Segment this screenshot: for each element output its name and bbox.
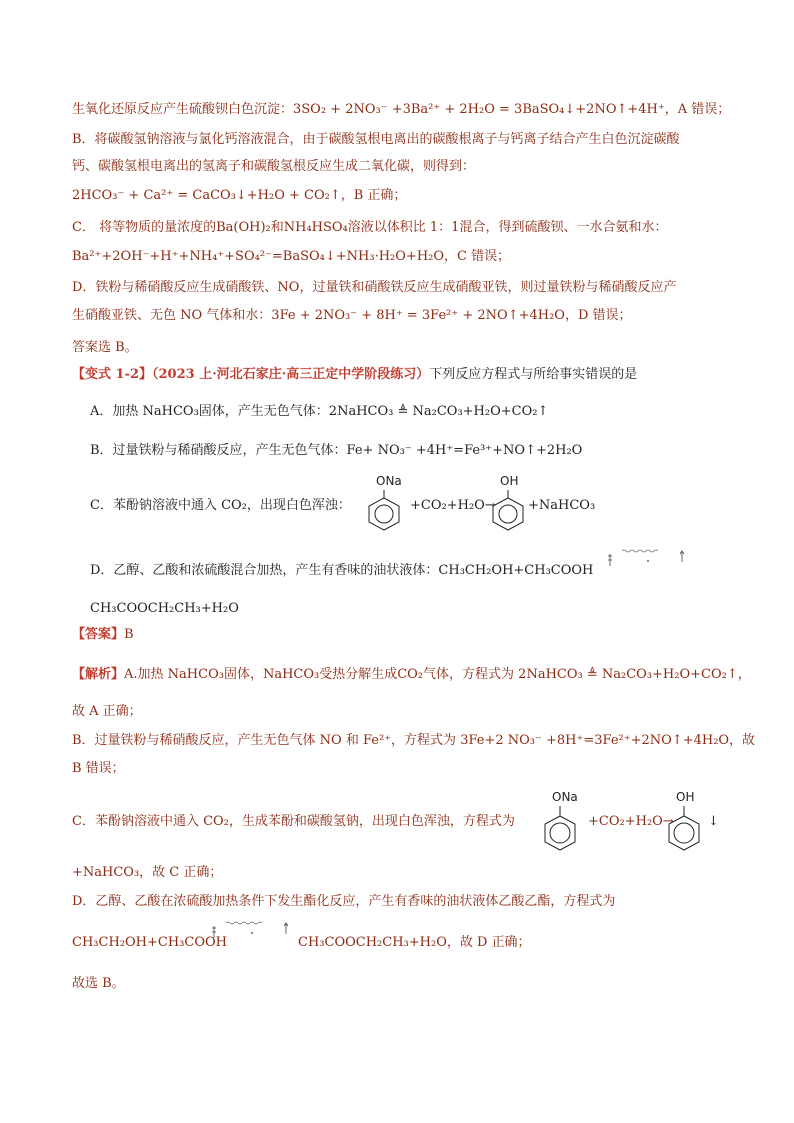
analysis-final: 故选 B。 — [72, 976, 125, 991]
prev-d-line2: 生硝酸亚铁、无色 NO 气体和水：3Fe + 2NO₃⁻ + 8H⁺ = 3Fe²⁺ + 2NO↑+4H₂O，D 错误； — [72, 308, 632, 323]
reversible-arrow-icon — [212, 920, 292, 944]
analysis-c-arrow: ↓ — [708, 814, 719, 829]
analysis-sodium-phenoxide-structure — [542, 790, 582, 854]
analysis-c-end: +NaHCO₃，故 C 正确； — [72, 865, 223, 880]
answer-line — [72, 626, 734, 644]
analysis-d-line: D．乙醇、乙酸在浓硫酸加热条件下发生酯化反应，产生有香味的油状液体乙酸乙酯，方程式为 — [72, 894, 616, 909]
analysis-d-eq-right: CH₃COOCH₂CH₃+H₂O，故 D 正确； — [298, 935, 531, 950]
prev-b-equation: 2HCO₃⁻ + Ca²⁺ = CaCO₃↓+H₂O + CO₂↑，B 正确； — [72, 188, 407, 203]
analysis-c-mid: +CO₂+H₂O→ — [588, 814, 674, 829]
analysis-phenol-structure — [666, 790, 706, 854]
answer-value: B — [124, 627, 134, 642]
analysis-oh-label: OH — [676, 790, 695, 804]
analysis-b-line: B．过量铁粉与稀硝酸反应，产生无色气体 NO 和 Fe²⁺，方程式为 3Fe+2 NO₃⁻ +8H⁺=3Fe²⁺+2NO↑+4H₂O，故 — [72, 733, 756, 748]
option-c-text: C．苯酚钠溶液中通入 CO₂，出现白色浑浊： — [90, 498, 351, 513]
prev-d-line1: D．铁粉与稀硝酸反应生成硝酸铁、NO，过量铁和硝酸铁反应生成硝酸亚铁，则过量铁粉与稀硝酸反应产 — [72, 280, 677, 295]
option-c-mid: +CO₂+H₂O→ — [410, 498, 496, 513]
reversible-arrow-icon — [608, 548, 688, 572]
answer-label: 【答案】 — [72, 627, 125, 642]
prev-c-line1: C． 将等物质的量浓度的Ba(OH)₂和NH₄HSO₄溶液以体积比 1：1混合，得到硫酸钡、一水合氨和水： — [72, 220, 668, 235]
analysis-a-end: 故 A 正确； — [72, 704, 142, 719]
prev-a-line: 生氧化还原反应产生硫酸钡白色沉淀：3SO₂ + 2NO₃⁻ +3Ba²⁺ + 2H₂O = 3BaSO₄↓+2NO↑+4H⁺，A 错误； — [72, 102, 731, 117]
prev-b-line2: 钙、碳酸氢根电离出的氢离子和碳酸氢根反应生成二氧化碳，则得到： — [72, 159, 476, 174]
analysis-ona-label: ONa — [552, 790, 578, 804]
question-tag: 【变式 1-2】 — [72, 367, 153, 382]
option-d-continuation: CH₃COOCH₂CH₃+H₂O — [90, 601, 239, 616]
question-header — [72, 366, 734, 384]
option-a: A．加热 NaHCO₃固体，产生无色气体：2NaHCO₃ ≜ Na₂CO₃+H₂O+CO₂↑ — [90, 404, 549, 419]
option-c-end: +NaHCO₃ — [528, 498, 596, 513]
sodium-phenoxide-structure — [366, 474, 406, 534]
analysis-b-end: B 错误； — [72, 761, 125, 776]
prev-answer: 答案选 B。 — [72, 340, 138, 355]
question-stem: 下列反应方程式与所给事实错误的是 — [429, 367, 638, 382]
reaction-condition-arrow — [608, 548, 688, 572]
prev-b-line1: B．将碳酸氢钠溶液与氯化钙溶液混合，由于碳酸氢根电离出的碳酸根离子与钙离子结合产生白色沉淀碳酸 — [72, 132, 680, 147]
analysis-reaction-condition-arrow — [212, 920, 292, 944]
oh-label: OH — [500, 474, 519, 488]
analysis-a-line — [72, 666, 751, 684]
analysis-a-text: A.加热 NaHCO₃固体，NaHCO₃受热分解生成CO₂气体，方程式为 2NaHCO₃ ≜ Na₂CO₃+H₂O+CO₂↑， — [124, 667, 751, 682]
analysis-label: 【解析】 — [72, 667, 125, 682]
question-source: （2023 上·河北石家庄·高三正定中学阶段练习） — [152, 367, 430, 382]
option-b: B．过量铁粉与稀硝酸反应，产生无色气体：Fe+ NO₃⁻ +4H⁺=Fe³⁺+NO↑+2H₂O — [90, 443, 583, 458]
ona-label: ONa — [376, 474, 402, 488]
analysis-c-text: C．苯酚钠溶液中通入 CO₂，生成苯酚和碳酸氢钠，出现白色浑浊，方程式为 — [72, 814, 515, 829]
phenol-structure — [490, 474, 530, 534]
option-d-text: D．乙醇、乙酸和浓硫酸混合加热，产生有香味的油状液体：CH₃CH₂OH+CH₃COOH — [90, 563, 594, 578]
prev-c-equation: Ba²⁺+2OH⁻+H⁺+NH₄⁺+SO₄²⁻=BaSO₄↓+NH₃·H₂O+H₂O，C 错误； — [72, 249, 511, 264]
analysis-d-eq-left: CH₃CH₂OH+CH₃COOH — [72, 935, 227, 950]
